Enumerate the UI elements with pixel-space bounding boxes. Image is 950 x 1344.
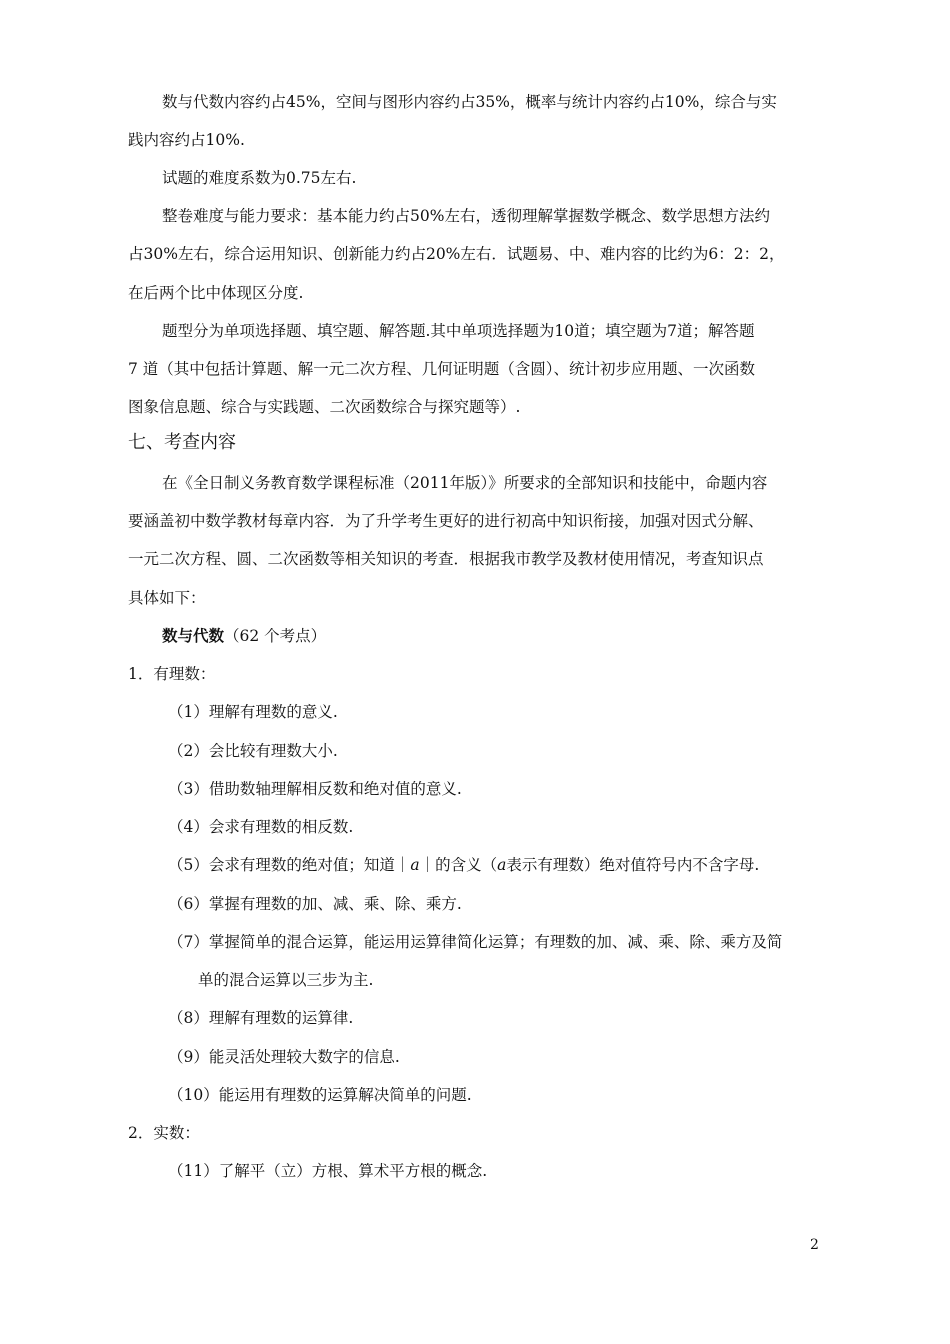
item-10: （10）能运用有理数的运算解决简单的问题. bbox=[168, 1086, 472, 1104]
item-9: （9）能灵活处理较大数字的信息. bbox=[168, 1048, 400, 1066]
difficulty-line: 试题的难度系数为0.75左右. bbox=[162, 169, 357, 187]
section-heading: 七、考查内容 bbox=[128, 432, 236, 453]
item-6: （6）掌握有理数的加、减、乘、除、乘方. bbox=[168, 895, 462, 913]
item-3: （3）借助数轴理解相反数和绝对值的意义. bbox=[168, 780, 462, 798]
item-5-mid: ｜的含义（ bbox=[419, 856, 498, 874]
item-7-line-2: 单的混合运算以三步为主. bbox=[198, 971, 374, 989]
item-2: （2）会比较有理数大小. bbox=[168, 742, 338, 760]
item-5-post: 表示有理数）绝对值符号内不含字母. bbox=[506, 856, 760, 874]
question-types-line-2: 7 道（其中包括计算题、解一元二次方程、几何证明题（含圆）、统计初步应用题、一次函数 bbox=[128, 360, 756, 378]
intro-line-4: 具体如下： bbox=[128, 589, 206, 607]
subheading-bold: 数与代数 bbox=[162, 626, 225, 645]
intro-line-3: 一元二次方程、圆、二次函数等相关知识的考查．根据我市教学及教材使用情况，考查知识点 bbox=[128, 550, 764, 568]
item-11: （11）了解平（立）方根、算术平方根的概念. bbox=[168, 1162, 488, 1180]
topic-real-title: 2．实数： bbox=[128, 1124, 200, 1142]
item-7-line-1: （7）掌握简单的混合运算，能运用运算律简化运算；有理数的加、减、乘、除、乘方及简 bbox=[168, 933, 783, 951]
item-5-var-a-2: a bbox=[497, 856, 507, 874]
item-5 bbox=[168, 855, 759, 875]
item-8: （8）理解有理数的运算律. bbox=[168, 1009, 354, 1027]
item-1: （1）理解有理数的意义. bbox=[168, 703, 338, 721]
question-types-line-3: 图象信息题、综合与实践题、二次函数综合与探究题等）. bbox=[128, 398, 521, 416]
content-ratio-line-2: 践内容约占10%. bbox=[128, 131, 245, 149]
subheading-count: （62 个考点） bbox=[224, 627, 327, 645]
content-ratio-line-1: 数与代数内容约占45%，空间与图形内容约占35%，概率与统计内容约占10%，综合与实 bbox=[162, 93, 777, 111]
ability-line-3: 在后两个比中体现区分度. bbox=[128, 284, 304, 302]
subheading bbox=[162, 626, 326, 646]
question-types-line-1: 题型分为单项选择题、填空题、解答题.其中单项选择题为10道；填空题为7道；解答题 bbox=[162, 322, 755, 340]
topic-rational-title: 1．有理数： bbox=[128, 665, 216, 683]
ability-line-2: 占30%左右，综合运用知识、创新能力约占20%左右．试题易、中、难内容的比约为6：2：2， bbox=[128, 245, 785, 263]
item-5-pre: （5）会求有理数的绝对值；知道｜ bbox=[168, 856, 411, 874]
ability-line-1: 整卷难度与能力要求：基本能力约占50%左右，透彻理解掌握数学概念、数学思想方法约 bbox=[162, 207, 770, 225]
intro-line-2: 要涵盖初中数学教材每章内容．为了升学考生更好的进行初高中知识衔接，加强对因式分解、 bbox=[128, 512, 764, 530]
intro-line-1: 在《全日制义务教育数学课程标准（2011年版）》所要求的全部知识和技能中，命题内容 bbox=[162, 474, 768, 492]
item-4: （4）会求有理数的相反数. bbox=[168, 818, 354, 836]
page-number: 2 bbox=[810, 1237, 819, 1253]
item-5-var-a: a bbox=[410, 856, 420, 874]
